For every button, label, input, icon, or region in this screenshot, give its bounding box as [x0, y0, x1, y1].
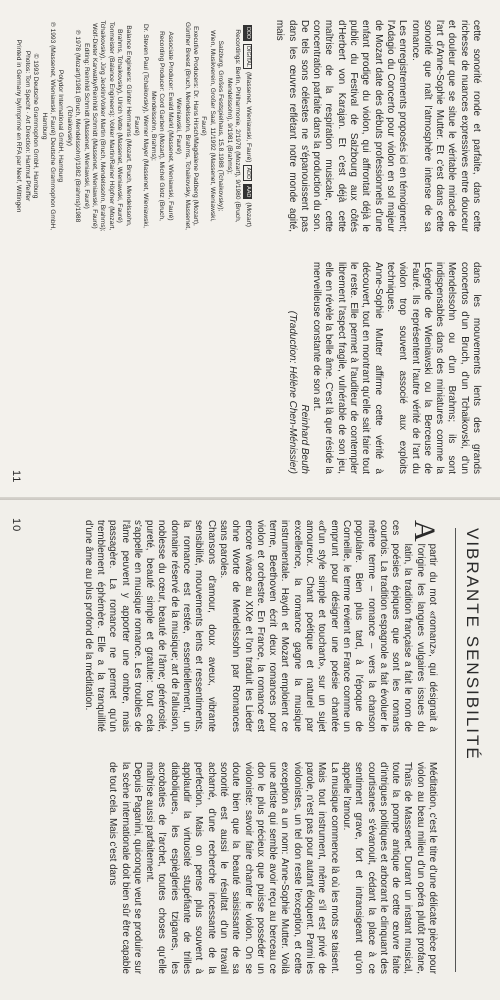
translation-credit: (Traduction: Hélène Chen-Ménissier) — [286, 310, 298, 474]
credit-line: Polydor International GmbH, Hamburg — [57, 69, 65, 183]
logo-line-mozart: (Mozart) — [244, 202, 252, 227]
credit-line: Tonmeister (Balance Engineers): Volker Martin/Rainer Höpfner (Mozart, Tchaikovsky), Jürg Jecklin/Volker Martin (Bruch, Mendelssohn, Brahms); Wolf-Dieter Karwatky/Reinhild Schmidt (Massenet, Wieniawski, Fauré) — [91, 20, 115, 232]
page-10-column-right — [106, 762, 438, 974]
page-11-column-right-text: dans les mouvements lents des grands concertos d'un Bruch, d'un Tchaikovski, d'un Mendelssohn ou d'un Brahms; ils sont indispensables dans des miniatures comme la Légende de Wieniawski ou la Berceuse de Fauré. Ils représentent l'autre vérité de l'art du violon trop souvent associé aux exploits techniques. Anne-Sophie Mutter affirme cette vérité à découvert, tout en montrant qu'elle sait faire tout le reste. Elle permet à l'auditeur de contempler librement l'aspect fragile, vulnérable de son jeu, elle en révèle la belle âme. C'est là que réside la merveilleuse constante de son art. — [311, 262, 482, 474]
aad-logo: AAD — [245, 186, 251, 198]
section-title: VIBRANTE SENSIBILITÉ — [463, 528, 482, 761]
credit-line: Günther Breest (Bruch, Mendelssohn, Brahms, Tchaikovsky, Massenet, Wieniawski, Fauré) — [175, 22, 191, 230]
credit-line: Editing: Reinhild Schmidt (Massenet, Wieniawski, Fauré) — [82, 43, 90, 209]
page-11-column-left-text: cette sonorité ronde et parfaite, dans cette richesse de nuances expressives entre douceur et douleur que se situe le véritable miracle de l'art d'Anne-Sophie Mutter. Et c'est dans cette sonorité que naît l'atmosphère intense de sa romance. Les enregistrements proposés ici en témoignent; l'Adagio du Concerto pour violon en sol majeur de Mozart date des débuts professionnels d'une enfant prodige du violon, qui affrontait déjà le public du Festival de Salzbourg aux côtés d'Herbert von Karajan. Et c'est déjà cette maîtrise de la respiration musicale, cette concentration parfaite dans la production du son. De tels sons célestes ne s'épanouissent pas dans les œuvres reflétant notre monde agité, mais — [274, 20, 482, 232]
credit-line: Salzburg, Großes Festspielhaus, 15.8.1988 (Tchaikovsky); — [217, 40, 225, 212]
page-number-11: 11 — [10, 470, 22, 484]
credit-line: Photos: Tom Specht · Art Direction: Hartmut Pfeiffer — [23, 50, 31, 202]
recording-credits — [14, 20, 252, 232]
page-10-column-left — [81, 520, 441, 732]
page-10-rotated-content — [0, 500, 500, 1000]
add-logo: ADD — [245, 167, 251, 180]
page-11-column-left — [254, 20, 482, 232]
credit-line: Recording Producer: Cord Garben (Mozart), Michel Glotz (Bruch, Mendelssohn, Brahms); — [149, 31, 166, 221]
format-logos — [243, 20, 252, 232]
ddd-logo: DDD — [245, 27, 251, 39]
drop-cap: A — [408, 520, 441, 542]
credit-line: Dr. Steven Paul (Tchaikovsky), Werner Mayer (Massenet, Wieniawski, Fauré) — [133, 24, 149, 228]
credit-line: ℗ 1978 (Mozart)/1981 (Bruch, Mendelssohn)/1982 (Brahms)/1988 (Tchaikovsky) — [65, 29, 82, 223]
page-10-column-left-text: partir du mot «romanz», qui désignait à l'origine les langues vulgaires issues du latin, la tradition française a fait le nom de ces poésies épiques que sont les romans courtois. La tradition espagnole a fait évoluer le même terme – romance – vers la chanson populaire. Bien plus tard, à l'époque de Corneille, le terme revient en France comme un emprunt pour désigner une poésie chantée «d'un style simple et touchant», sur un sujet amoureux. Chant poétique et naturel par excellence, la romance gagne la musique instrumentale. Haydn et Mozart emploient ce terme, Beethoven écrit deux romances pour violon et orchestre. En France, la romance est encore vivace au XIXe et l'on traduit les Lieder ohne Worte de Mendelssohn par Romances sans paroles. Chansons d'amour, doux aveux, vibrante sensibilité, mouvements lents et ressentiments, la romance est restée, essentiellement, un domaine réservé de la musique; art de l'allusion, noblesse du cœur, beauté de l'âme; générosité, pureté, beauté simple et gratuite: tout cela s'appelle en musique romance. Les troubles de l'âme peuvent y apporter une ombre, mais passagère. La romance ne permet qu'un tremblement éphémère. Elle a la tranquillité d'une âme au plus profond de la méditation. — [82, 520, 438, 732]
credit-line: © 1993 Deutsche Grammophon GmbH, Hamburg — [32, 53, 40, 199]
digital-logo: DIGITAL — [245, 45, 251, 67]
credit-line: Balance Engineers: Günter Hermanns (Mozart, Bruch, Mendelssohn, Brahms, Tchaikovsky), Ulrich Vette (Massenet, Wieniawski, Fauré) — [116, 25, 132, 227]
credit-line: Associate Producer: Ewald Markl (Massenet, Wieniawski, Fauré) — [166, 31, 174, 221]
credit-line: Recordings: Berlin, Philharmonie, 2/1978 (Mozart), 9/1980 (Bruch, Mendelssohn), 9/1981 (Brahms); — [225, 29, 241, 223]
author-signature: Reinhard Beuth — [298, 404, 310, 474]
page-number-10: 10 — [10, 518, 22, 533]
page-10 — [0, 500, 500, 1000]
logo-line-massenet: (Massenet, Wieniawski, Fauré) — [244, 71, 252, 163]
credit-line: Executive Producers: Dr. Hans Hirsch/Magdalene Padberg (Mozart), — [191, 26, 199, 226]
page-11-column-right — [285, 262, 482, 474]
page-10-column-right-text: Méditation, c'est le titre d'une délicate pièce pour violon au beau milieu d'un opéra plutôt profane, Thaïs de Massenet. Durant un instant musical, toute la pompe antique de cette œuvre faite d'intrigues politiques et arborant le clinquant des courtisanes s'évanouit, cédant la place à ce sentiment grave, fort et intransigeant qu'on appelle l'amour. La musique commence là où les mots se taisent. Mais tout instrument, même s'il est privé de parole, n'est pas pour autant éloquent. Parmi les violonistes, un tel don reste l'exception, et cette exception a un nom: Anne-Sophie Mutter. Voilà une artiste qui semble avoir reçu au berceau ce don le plus précieux que puisse posséder un violoniste: savoir faire chanter le violon. On se doute bien que la beauté saisissante de sa sonorité est aussi le résultat d'un travail acharné, d'une recherche incessante de la perfection. Mais on pense plus souvent à applaudir la virtuosité stupéfiante de trilles diaboliques, les espiègleries tziganes, les acrobaties de l'archet, toutes choses qu'elle maîtrise aussi parfaitement. Depuis Paganini, quiconque veut se produire sur la scène internationale doit bien sûr être capable de tout cela. Mais c'est dans — [107, 762, 438, 974]
title-underline — [455, 528, 456, 972]
credit-line: Printed in Germany by/Imprimé en RFA par Neef, Wittingen — [15, 39, 23, 213]
credit-line: Wien, Musikverein, Großer Saal, 11/1992 (Massenet, Wieniawski, Fauré) — [200, 30, 216, 222]
credit-line: ℗ 1993 (Massenet, Wieniawski, Fauré) Deutsche Grammophon GmbH, Hamburg — [40, 21, 57, 231]
